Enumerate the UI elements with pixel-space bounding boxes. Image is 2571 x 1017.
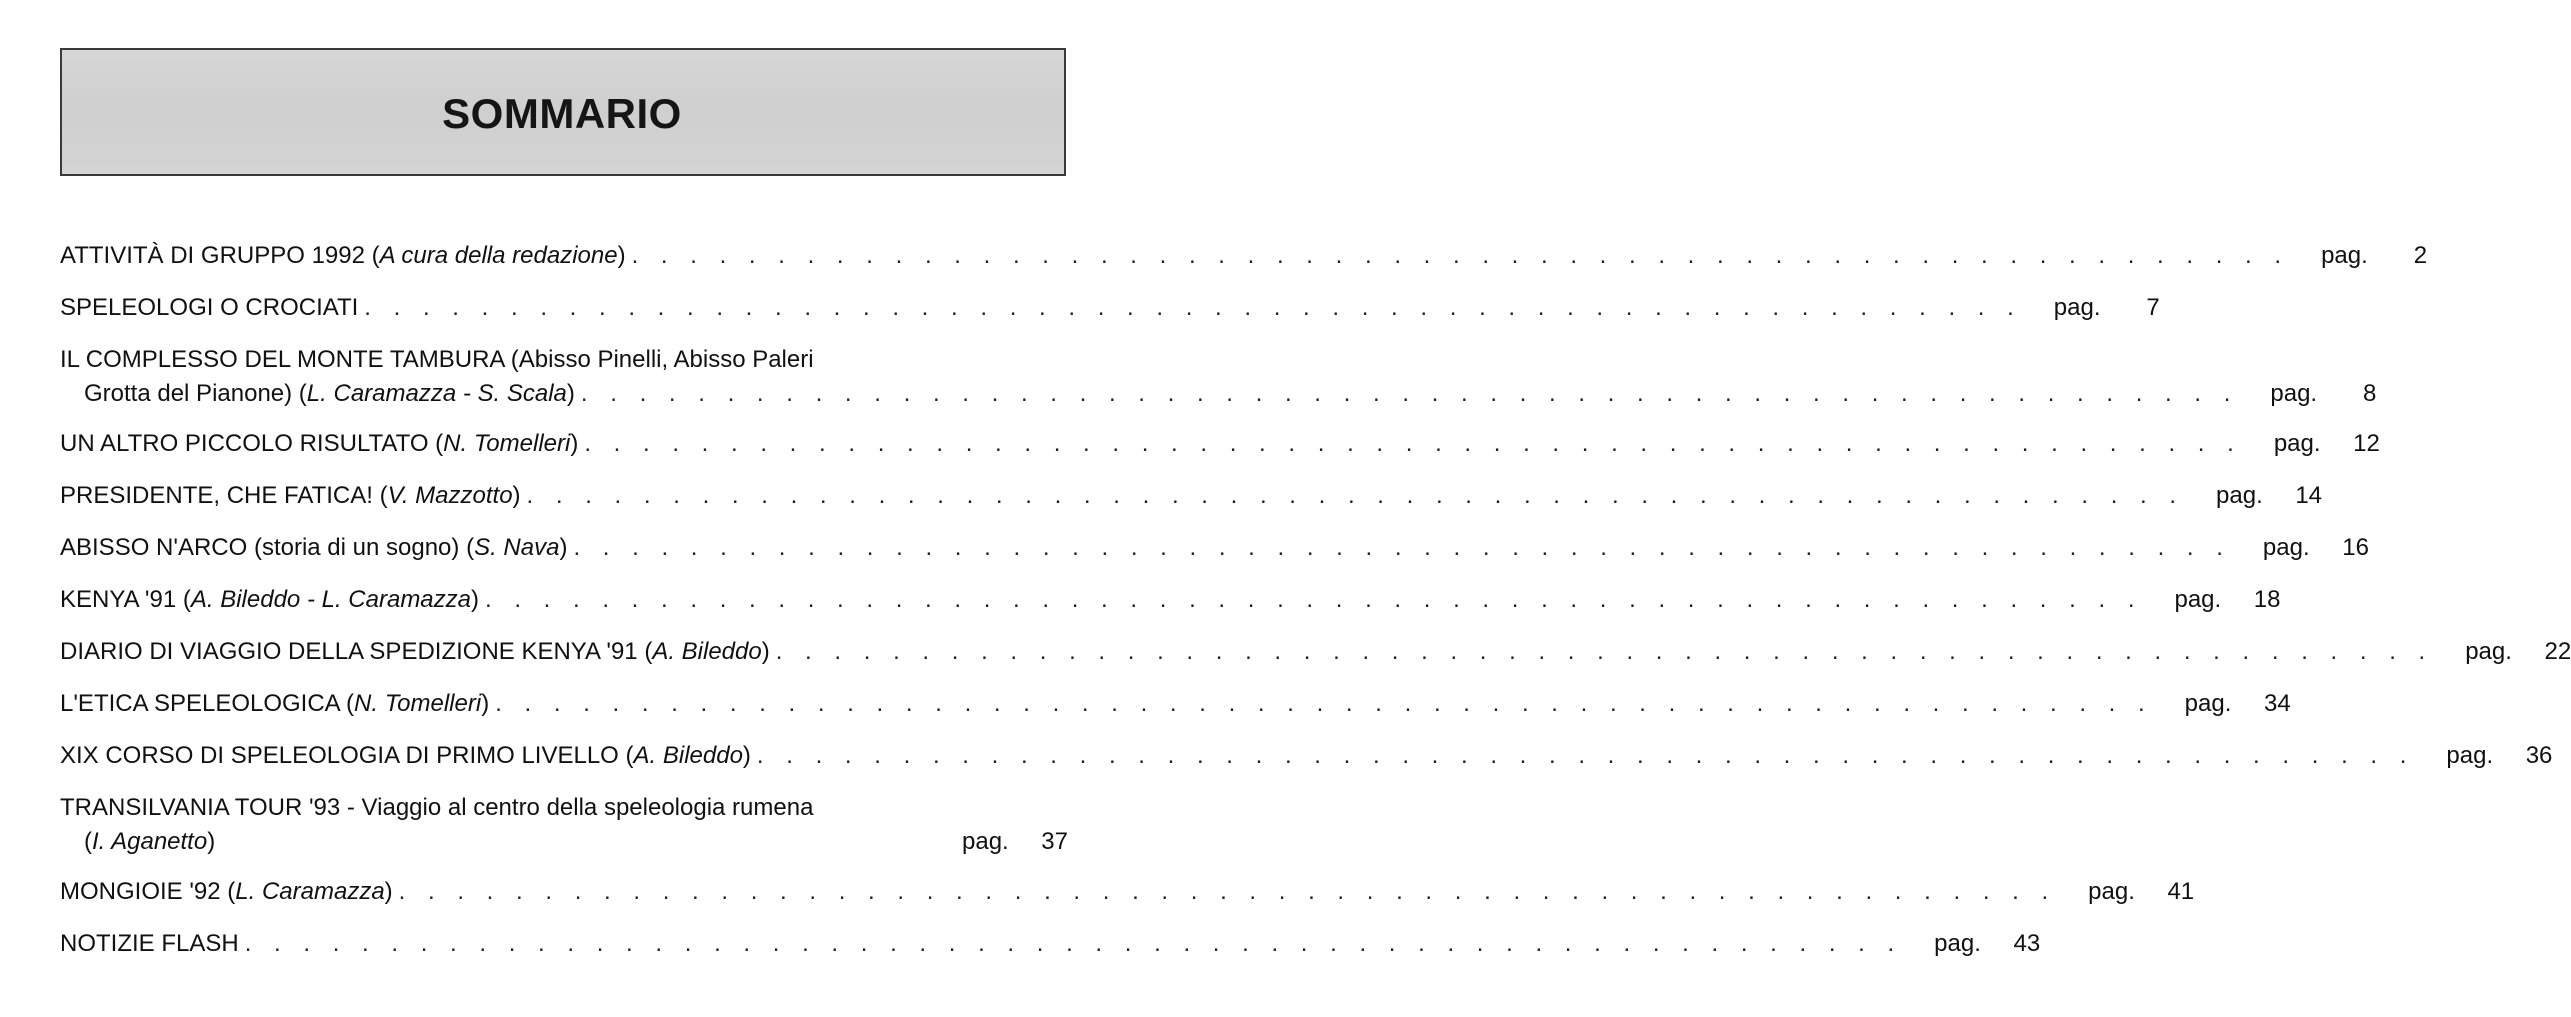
dot-leader: . . . . . . . . . . . . . . . . . . . . . . . . . . . . . . . . . . . . . . . . . . . . . . . . . . . . . . . . . [485,586,2143,613]
dot-leader: . . . . . . . . . . . . . . . . . . . . . . . . . . . . . . . . . . . . . . . . . . . . . . . . . . . . . . . . . [364,294,2022,321]
entry-author: N. Tomelleri [443,430,571,457]
page-number: 8 [2363,380,2377,407]
pag-label: pag. [2465,638,2512,665]
entry-title: Grotta del Pianone) (L. Caramazza - S. Scala) [84,380,575,407]
page-title: SOMMARIO [442,90,682,137]
entry-title: UN ALTRO PICCOLO RISULTATO (N. Tomelleri) [60,430,579,457]
toc-entry [60,532,2369,566]
page-number: 7 [2146,294,2160,321]
entry-author: A. Bileddo [652,638,762,665]
toc-entry [60,688,2291,722]
pag-label: pag. [2174,586,2222,613]
toc-entry [60,584,2281,618]
page-number: 37 [1041,828,1068,855]
page-number: 16 [2342,534,2369,561]
dot-leader: . . . . . . . . . . . . . . . . . . . . . . . . . . . . . . . . . . . . . . . . . . . . . . . . . . . . . . . . . [398,878,2057,905]
page-number: 18 [2253,586,2281,613]
toc-entry [60,740,2553,774]
toc-entry [60,876,2195,910]
entry-author: A cura della redazione [379,242,618,269]
entry-author: S. Nava [474,534,560,561]
toc-entry [60,292,2160,326]
page-number: 12 [2353,430,2380,457]
entry-title: ABISSO N'ARCO (storia di un sogno) (S. Nava) [60,534,568,561]
entry-title: KENYA '91 (A. Bileddo - L. Caramazza) [60,586,479,613]
toc-entry [60,344,2377,412]
toc-entry [60,792,1068,860]
entry-title: XIX CORSO DI SPELEOLOGIA DI PRIMO LIVELLO (A. Bileddo) [60,742,751,769]
dot-leader: . . . . . . . . . . . . . . . . . . . . . . . . . . . . . . . . . . . . . . . . . . . . . . . . . . . . . . . . . [244,930,1903,957]
entry-author: I. Aganetto [92,828,208,855]
entry-title: NOTIZIE FLASH [60,930,239,957]
page-number: 34 [2263,690,2291,717]
pag-label: pag. [962,828,1009,855]
page-number: 43 [2013,930,2041,957]
entry-title: (I. Aganetto) [84,828,216,855]
entry-title-line1: IL COMPLESSO DEL MONTE TAMBURA (Abisso Pinelli, Abisso Paleri [60,346,814,373]
dot-leader: . . . . . . . . . . . . . . . . . . . . . . . . . . . . . . . . . . . . . . . . . . . . . . . . . . . . . . . . . [584,430,2242,457]
pag-label: pag. [2184,690,2232,717]
pag-label: pag. [2262,534,2310,561]
entry-title: L'ETICA SPELEOLOGICA (N. Tomelleri) [60,690,490,717]
dot-leader: . . . . . . . . . . . . . . . . . . . . . . . . . . . . . . . . . . . . . . . . . . . . . . . . . . . . . . . . . [756,742,2415,769]
pag-label: pag. [2216,482,2263,509]
toc-entry [60,428,2380,462]
page-number: 22 [2544,638,2571,665]
entry-title-line1: TRANSILVANIA TOUR '93 - Viaggio al centro della speleologia rumena [60,794,814,821]
pag-label: pag. [2053,294,2101,321]
pag-label: pag. [1934,930,1981,957]
entry-author: L. Caramazza [235,878,385,905]
entry-title: SPELEOLOGI O CROCIATI [60,294,359,321]
entry-title: ATTIVITÀ DI GRUPPO 1992 (A cura della redazione) [60,242,626,269]
title-box [60,48,1066,176]
pag-label: pag. [2088,878,2135,905]
toc-entry [60,240,2428,274]
pag-label: pag. [2446,742,2494,769]
pag-label: pag. [2273,430,2321,457]
entry-author: A. Bileddo - L. Caramazza [190,586,471,613]
entry-author: N. Tomelleri [354,690,482,717]
pag-label: pag. [2270,380,2318,407]
page-number: 41 [2167,878,2195,905]
dot-leader: . . . . . . . . . . . . . . . . . . . . . . . . . . . . . . . . . . . . . . . . . . . . . . . . . . . . . . . . . [495,690,2153,717]
dot-leader: . . . . . . . . . . . . . . . . . . . . . . . . . . . . . . . . . . . . . . . . . . . . . . . . . . . . . . . . . [631,242,2290,269]
entry-author: L. Caramazza - S. Scala [306,380,567,407]
dot-leader: . . . . . . . . . . . . . . . . . . . . . . . . . . . . . . . . . . . . . . . . . . . . . . . . . . . . . . . . . [580,380,2239,407]
page-number: 2 [2413,242,2428,269]
entry-title: MONGIOIE '92 (L. Caramazza) [60,878,393,905]
pag-label: pag. [2321,242,2368,269]
entry-title: PRESIDENTE, CHE FATICA! (V. Mazzotto) [60,482,521,509]
page-number: 36 [2525,742,2553,769]
toc-entry [60,928,2041,962]
entry-author: V. Mazzotto [387,482,513,509]
page-number: 14 [2295,482,2323,509]
entry-author: A. Bileddo [633,742,743,769]
entry-title: DIARIO DI VIAGGIO DELLA SPEDIZIONE KENYA '91 (A. Bileddo) [60,638,770,665]
dot-leader: . . . . . . . . . . . . . . . . . . . . . . . . . . . . . . . . . . . . . . . . . . . . . . . . . . . . . . . . . [573,534,2231,561]
toc-entry [60,636,2571,670]
dot-leader: . . . . . . . . . . . . . . . . . . . . . . . . . . . . . . . . . . . . . . . . . . . . . . . . . . . . . . . . . [526,482,2185,509]
dot-leader: . . . . . . . . . . . . . . . . . . . . . . . . . . . . . . . . . . . . . . . . . . . . . . . . . . . . . . . . . [775,638,2434,665]
toc-entry [60,480,2323,514]
